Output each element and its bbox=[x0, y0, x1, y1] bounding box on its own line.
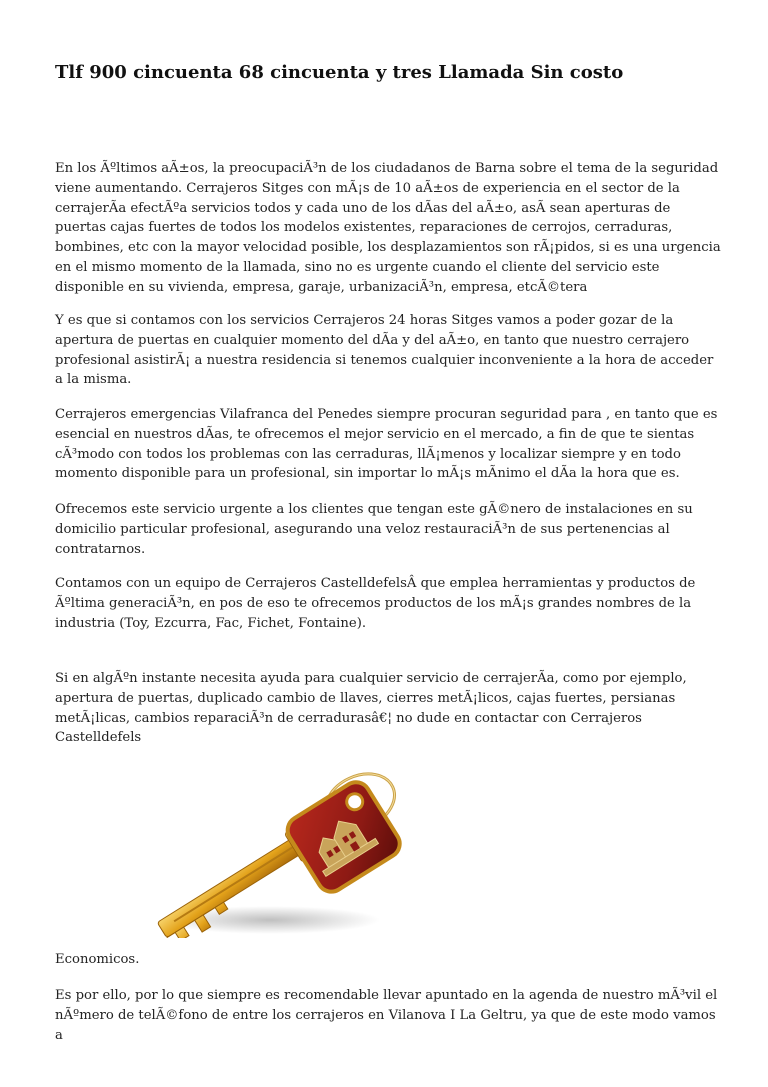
paragraph-4: Ofrecemos este servicio urgente a los clientes que tengan este gÃ©nero de instalaciones en su domicilio particular profesional, asegurando una veloz restauraciÃ³n de sus pertenencias al contratarnos. bbox=[55, 502, 693, 557]
paragraph-1: En los Ãºltimos aÃ±os, la preocupaciÃ³n de los ciudadanos de Barna sobre el tema de la seguridad viene aumentando. Cerrajeros Sitges con mÃ¡s de 10 aÃ±os de experiencia en el sector de la cerrajerÃa efectÃºa servicios todos y cada uno de los dÃas del aÃ±o, asÃ sean aperturas de puertas cajas fuertes de todos los modelos existentes, reparaciones de cerrojos, cerraduras, bombines, etc con la mayor velocidad posible, los desplazamientos son rÃ¡pidos, si es una urgencia en el mismo momento de la llamada, sino no es urgente cuando el cliente del servicio este disponible en su vivienda, empresa, garaje, urbanizaciÃ³n, empresa, etcÃ©tera bbox=[55, 161, 721, 295]
paragraph-2: Y es que si contamos con los servicios Cerrajeros 24 horas Sitges vamos a poder gozar de la apertura de puertas en cualquier momento del dÃa y del aÃ±o, en tanto que nuestro cerrajero profesional asistirÃ¡ a nuestra residencia si tenemos cualquier inconveniente a la hora de acceder a la misma. bbox=[55, 313, 714, 388]
paragraph-6: Si en algÃºn instante necesita ayuda para cualquier servicio de cerrajerÃa, como por ejemplo, apertura de puertas, duplicado cambio de llaves, cierres metÃ¡licos, cajas fuertes, persianas metÃ¡licas, cambios reparaciÃ³n de cerradurasâ€¦ no dude en contactar con Cerrajeros Castelldefels bbox=[55, 671, 687, 746]
document-title: Tlf 900 cincuenta 68 cincuenta y tres Llamada Sin costo bbox=[55, 62, 624, 83]
paragraph-5: Contamos con un equipo de Cerrajeros CastelldefelsÂ que emplea herramientas y productos de Ãºltima generaciÃ³n, en pos de eso te ofrecemos productos de los mÃ¡s grandes nombres de la industria (Toy, Ezcurra, Fac, Fichet, Fontaine). bbox=[55, 576, 696, 631]
paragraph-8: Es por ello, por lo que siempre es recomendable llevar apuntado en la agenda de nuestro mÃ³vil el nÃºmero de telÃ©fono de entre los cerrajeros en Vilanova I La Geltru, ya que de este modo vamos a bbox=[55, 988, 718, 1043]
paragraph-7: Economicos. bbox=[55, 952, 140, 967]
house-key-icon bbox=[150, 760, 410, 938]
paragraph-3: Cerrajeros emergencias Vilafranca del Penedes siempre procuran seguridad para , en tanto que es esencial en nuestros dÃas, te ofrecemos el mejor servicio en el mercado, a fin de que te sientas cÃ³modo con todos los problemas con las cerraduras, llÃ¡menos y localizar siempre y en todo momento disponible para un profesional, sin importar lo mÃ¡s mÃnimo el dÃa la hora que es. bbox=[55, 407, 718, 482]
